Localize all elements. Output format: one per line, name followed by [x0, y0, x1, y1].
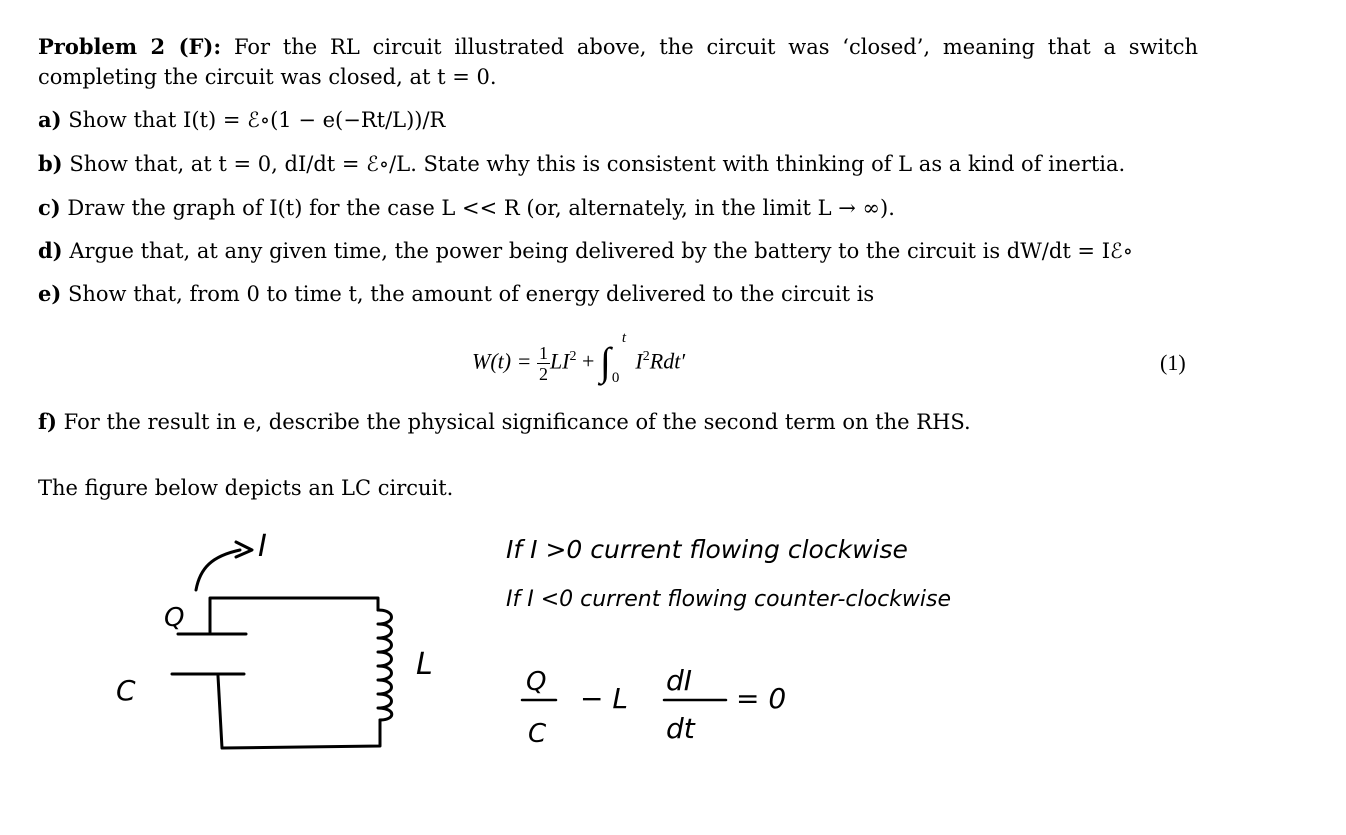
part-text: Show that I(t) = ℰ∘(1 − e(−Rt/L))/R — [68, 108, 446, 132]
part-label: d) — [38, 238, 63, 263]
charge-label: Q — [164, 603, 185, 633]
equation-integrand: I — [635, 348, 643, 374]
equation-plus: + — [582, 348, 600, 374]
part-text: Draw the graph of I(t) for the case L << R (or, alternately, in the limit L → ∞). — [67, 196, 895, 220]
part-label: b) — [38, 151, 63, 176]
inductor-label: L — [416, 647, 433, 682]
problem-title: Problem 2 (F): — [38, 34, 222, 59]
part-f — [38, 407, 1198, 437]
problem-intro-line1 — [38, 32, 1198, 62]
part-text: Show that, from 0 to time t, the amount of energy delivered to the circuit is — [67, 282, 875, 306]
integral-lower-limit: 0 — [611, 370, 620, 386]
handwritten-eq-numerator: Q — [526, 667, 547, 697]
handwritten-eq-denominator: C — [528, 719, 547, 749]
equation-lhs: W(t) = — [472, 348, 537, 374]
bottom-wire — [218, 676, 380, 748]
equation-integrand-rest: Rdt′ — [649, 348, 686, 374]
problem-intro-text: For the RL circuit illustrated above, the circuit was ‘closed’, meaning that a switch — [233, 35, 1198, 59]
current-arrow-curve — [196, 550, 240, 590]
part-b — [38, 149, 1198, 179]
top-wire — [210, 598, 378, 632]
part-a — [38, 105, 1198, 135]
part-text: Argue that, at any given time, the power being delivered by the battery to the circuit is dW/dt = Iℰ∘ — [69, 239, 1134, 263]
part-label: c) — [38, 195, 61, 220]
part-e — [38, 279, 1198, 309]
handwritten-eq-middle: − L — [580, 682, 628, 715]
handwritten-eq-dnum: dI — [666, 664, 693, 697]
integral-upper-limit: t — [621, 330, 627, 346]
fraction-numerator: 1 — [538, 343, 548, 363]
equation-number: (1) — [1160, 350, 1186, 375]
part-c — [38, 193, 1198, 223]
part-label: e) — [38, 281, 62, 306]
part-text: For the result in e, describe the physical significance of the second term on the RHS. — [63, 410, 971, 434]
current-label: I — [258, 529, 267, 564]
integral-sign: ∫ t 0 — [599, 330, 627, 386]
equation-fraction — [537, 343, 550, 384]
equation-body — [472, 330, 686, 387]
part-label: a) — [38, 107, 62, 132]
equation-term1: LI — [549, 348, 570, 374]
handwritten-note-2: If I <0 current flowing counter-clockwise — [506, 587, 952, 612]
handwritten-note-1: If I >0 current flowing clockwise — [506, 535, 908, 564]
handwritten-eq-dden: dt — [666, 712, 695, 745]
capacitor-label: C — [116, 674, 136, 707]
part-text: Show that, at t = 0, dI/dt = ℰ∘/L. State why this is consistent with thinking of L as a kind of inertia. — [69, 152, 1126, 176]
handwritten-eq-rhs: = 0 — [736, 682, 787, 715]
equation-term1-exponent: 2 — [569, 349, 577, 365]
lc-intro: The figure below depicts an LC circuit. — [38, 476, 454, 500]
part-label: f) — [38, 409, 57, 434]
equation-integrand-exponent: 2 — [642, 349, 650, 365]
inductor-coil — [378, 610, 392, 720]
part-d — [38, 236, 1198, 266]
lc-circuit-drawing — [0, 510, 1346, 770]
problem-intro-line2: completing the circuit was closed, at t = 0. — [38, 65, 497, 89]
fraction-denominator: 2 — [538, 364, 548, 384]
equation-1 — [0, 332, 1346, 402]
